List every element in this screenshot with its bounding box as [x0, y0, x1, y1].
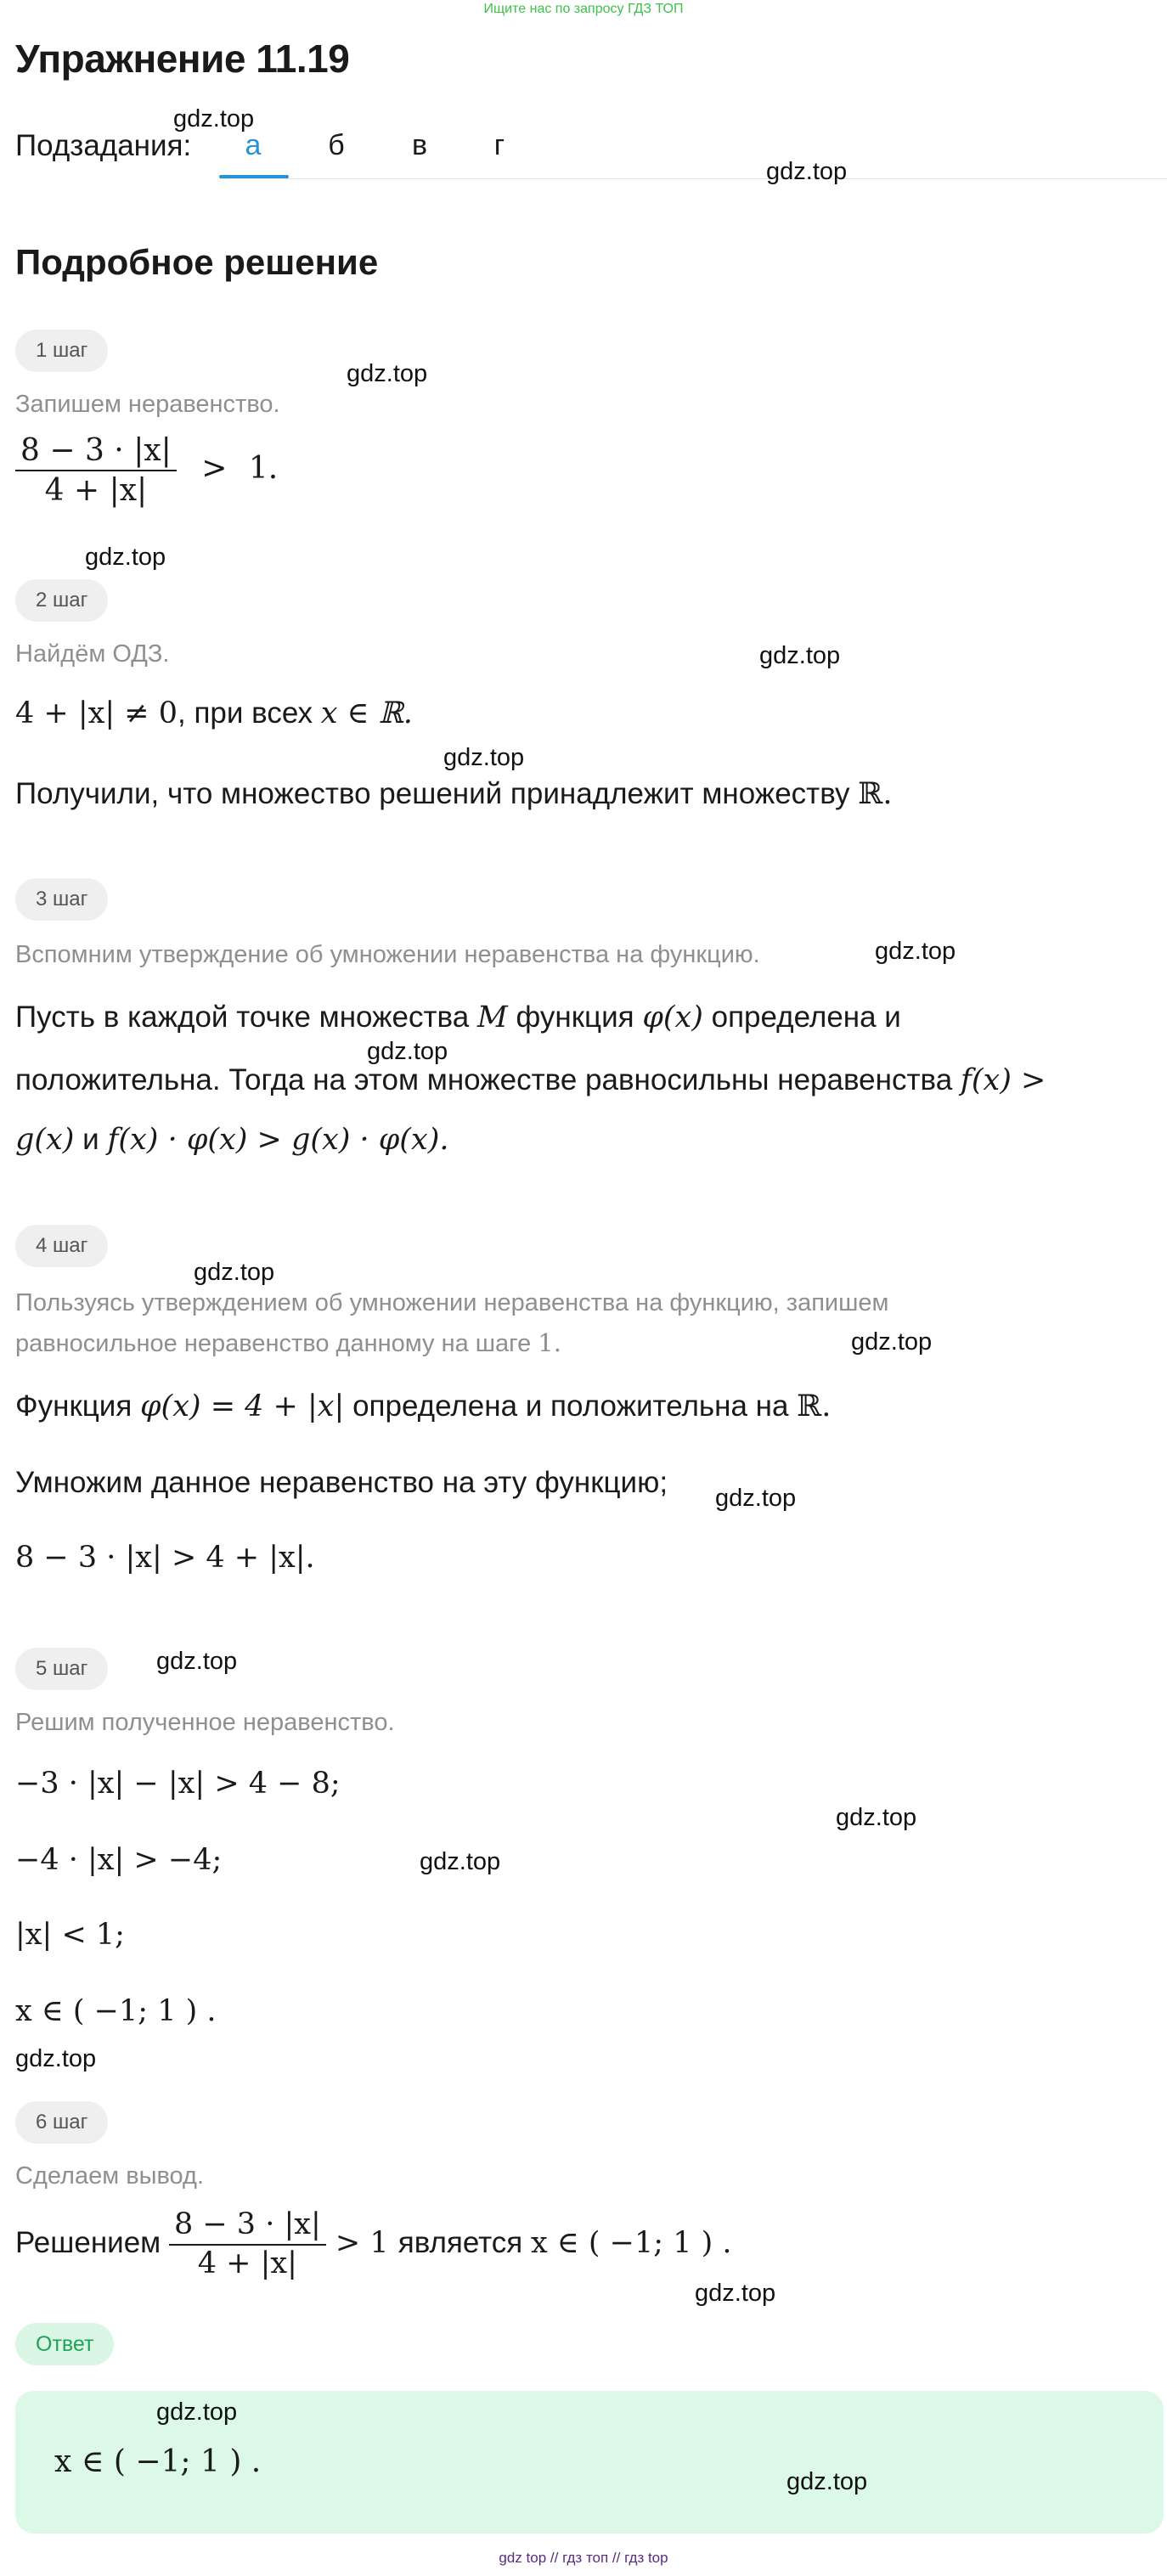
step-2-line-2 [15, 777, 892, 811]
step-3-hint: Вспомним утверждение об умножении неравенства на функцию. [15, 941, 760, 968]
step-3-text-b: функция [507, 1001, 643, 1034]
step-2-hint: Найдём ОДЗ. [15, 640, 170, 668]
watermark: gdz.top [786, 2468, 868, 2495]
solution-title: Подробное решение [15, 242, 379, 282]
tabs-divider [219, 178, 1167, 179]
step-3-line-1 [15, 1001, 901, 1034]
step-4-badge: 4 шаг [15, 1225, 108, 1267]
watermark: gdz.top [156, 2398, 238, 2426]
step-5-line-3: |x| < 1; [15, 1918, 125, 1952]
fraction-denominator: 4 + |x| [44, 473, 148, 508]
odz-words: , при всех [178, 696, 321, 730]
watermark: gdz.top [715, 1485, 797, 1512]
watermark: gdz.top [759, 642, 841, 669]
step-4-line-1 [15, 1389, 831, 1423]
answer-badge: Ответ [15, 2323, 114, 2365]
fraction-denominator: 4 + |x| [197, 2246, 297, 2280]
watermark: gdz.top [836, 1804, 917, 1831]
set-r: ℝ. [797, 1389, 832, 1423]
step-1-hint: Запишем неравенство. [15, 391, 280, 418]
footer-links[interactable]: gdz top // гдз топ // гдз top [499, 2550, 668, 2566]
set-r: ℝ. [858, 777, 893, 811]
step-4-hint-2 [15, 1328, 561, 1358]
phi-definition: φ(x) = 4 + |x| [140, 1389, 345, 1423]
step-5-badge: 5 шаг [15, 1648, 108, 1690]
watermark: gdz.top [875, 938, 956, 965]
step-3-text-d: положительна. Тогда на этом множестве равносильны неравенства [15, 1063, 961, 1096]
watermark: gdz.top [766, 158, 848, 185]
watermark: gdz.top [443, 744, 525, 771]
step-3-badge: 3 шаг [15, 878, 108, 921]
conclusion-verb: является [397, 2226, 531, 2259]
answer-value: x ∈ ( −1; 1 ) . [54, 2444, 262, 2479]
odz-condition: x ∈ ℝ. [320, 696, 413, 730]
step-3-text-c: определена и [702, 1001, 901, 1034]
step-6-hint: Сделаем вывод. [15, 2162, 205, 2190]
page-title: Упражнение 11.19 [15, 37, 350, 81]
subtasks-label: Подзадания: [15, 129, 192, 162]
tab-g[interactable]: г [493, 129, 505, 161]
step-3-line-2 [15, 1063, 1046, 1097]
promo-banner: Ищите нас по запросу ГДЗ ТОП [483, 2, 684, 16]
step-5-line-2: −4 · |x| > −4; [15, 1843, 223, 1877]
fraction-numerator: 8 − 3 · |x| [15, 431, 177, 471]
step-2-badge: 2 шаг [15, 579, 108, 622]
watermark: gdz.top [85, 544, 166, 571]
step-5-line-1: −3 · |x| − |x| > 4 − 8; [15, 1767, 341, 1801]
step-5-line-4: x ∈ ( −1; 1 ) . [15, 1994, 217, 2028]
tab-v[interactable]: в [411, 129, 428, 161]
rhs: 1. [248, 451, 279, 486]
step-3-text-a: Пусть в каждой точке множества [15, 1001, 477, 1034]
tab-b[interactable]: б [328, 129, 345, 161]
odz-expression: 4 + |x| ≠ 0 [15, 696, 178, 730]
step-ref: 1. [538, 1328, 561, 1357]
step-6-badge: 6 шаг [15, 2101, 108, 2144]
step-4-text-a: Функция [15, 1389, 141, 1423]
watermark: gdz.top [194, 1259, 275, 1286]
set-m: M [476, 1001, 508, 1034]
f-gt: f(x) > [960, 1063, 1046, 1097]
step-3-and: и [74, 1123, 108, 1156]
product-inequality: f(x) · φ(x) > g(x) · φ(x). [107, 1123, 449, 1157]
tab-a[interactable]: а [245, 129, 262, 161]
step-4-hint-text: равносильное неравенство данному на шаге [15, 1330, 538, 1357]
step-6-conclusion [15, 2207, 732, 2283]
step-5-hint: Решим полученное неравенство. [15, 1709, 395, 1736]
watermark: gdz.top [15, 2045, 97, 2072]
g-x: g(x) [15, 1123, 75, 1157]
conclusion-result: x ∈ ( −1; 1 ) . [531, 2226, 732, 2260]
fraction-numerator: 8 − 3 · |x| [169, 2207, 326, 2246]
watermark: gdz.top [851, 1328, 933, 1356]
watermark: gdz.top [347, 360, 428, 387]
step-4-line-2: Умножим данное неравенство на эту функцию; [15, 1466, 668, 1499]
conclusion-relation: > 1 [325, 2226, 398, 2260]
relation: > [201, 451, 228, 486]
conclusion-fraction [169, 2207, 326, 2283]
step-4-text-b: определена и положительна на [344, 1389, 798, 1423]
conclusion-prefix: Решением [15, 2226, 169, 2259]
step-2-text: Получили, что множество решений принадлежит множеству [15, 777, 859, 810]
step-1-fraction [15, 431, 177, 510]
watermark: gdz.top [695, 2280, 776, 2307]
step-1-inequality [15, 431, 278, 510]
step-1-badge: 1 шаг [15, 330, 108, 372]
watermark: gdz.top [367, 1038, 448, 1065]
step-4-inequality: 8 − 3 · |x| > 4 + |x|. [15, 1541, 315, 1575]
step-2-line-1 [15, 696, 413, 730]
watermark: gdz.top [173, 105, 255, 132]
step-3-line-3 [15, 1123, 448, 1157]
phi-x: φ(x) [642, 1001, 703, 1034]
step-4-hint-1: Пользуясь утверждением об умножении неравенства на функцию, запишем [15, 1289, 889, 1316]
watermark: gdz.top [420, 1848, 501, 1875]
watermark: gdz.top [156, 1648, 238, 1675]
